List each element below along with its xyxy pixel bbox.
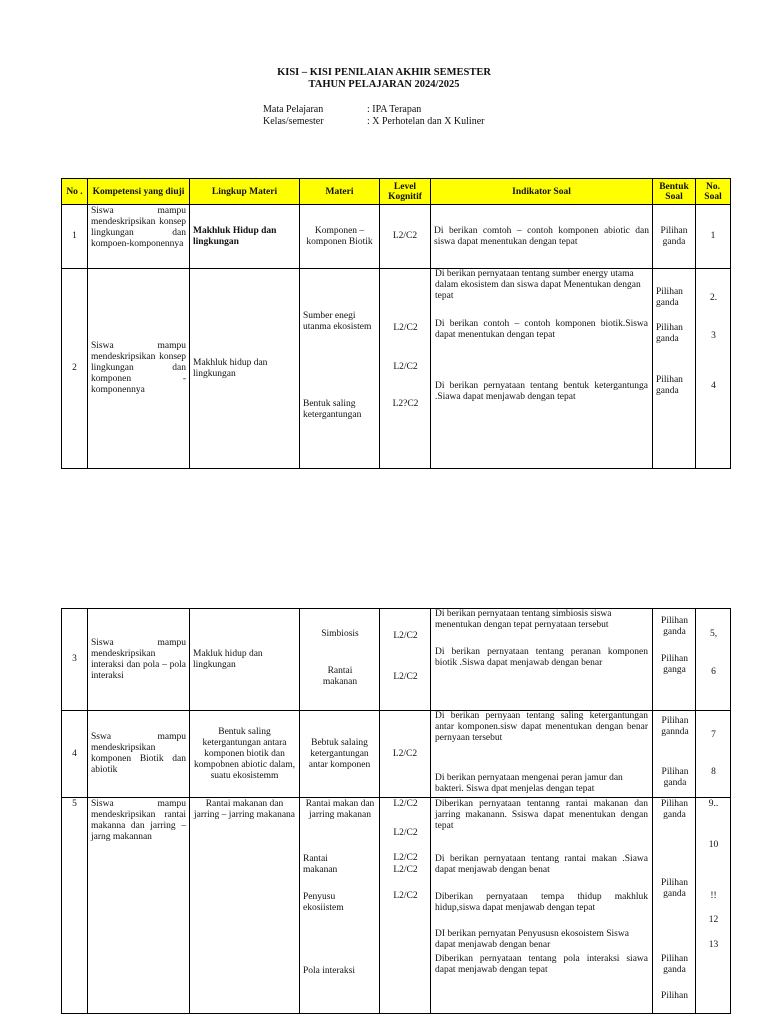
row4-no: 4	[62, 711, 88, 798]
document-title: KISI – KISI PENILAIAN AKHIR SEMESTER	[277, 67, 491, 78]
row2-bentuk-a: Pilihan ganda	[656, 287, 683, 308]
row5-kompetensi: Siswa mampu mendeskripsikan rantai makanna dan jarring – jarng makannan	[88, 798, 190, 1014]
row3-materi-b: Rantai makanan	[322, 666, 358, 687]
row3-bentuk	[653, 609, 696, 711]
row5-lingkup: Rantai makanan dan jarring – jarring makanana	[190, 798, 300, 1014]
row1-bentuk: Pilihan ganda	[653, 205, 696, 269]
row1-materi: Komponen – komponen Biotik	[300, 205, 380, 269]
row2-materi	[300, 269, 380, 469]
header-indikator: Indikator Soal	[431, 179, 653, 205]
row5-materi-d: Pola interaksi	[303, 966, 355, 976]
row3-indikator-b: Di berikan pernyataan tentang peranan komponen biotik .Siswa dapat menjawab dengan benar	[435, 647, 648, 668]
row4-bentuk	[653, 711, 696, 798]
table-row	[62, 798, 731, 1014]
row2-level-b: L2/C2	[393, 362, 418, 372]
mapel-line	[263, 104, 421, 116]
row2-level-a: L2/C2	[393, 323, 418, 333]
table-header-row	[62, 179, 731, 205]
row3-kompetensi: Siswa mampu mendeskripsikan interaksi dan pola – pola interaksi	[88, 609, 190, 711]
row5-level-a: L2/C2	[393, 799, 418, 809]
row5-nosoal-d: 12	[708, 915, 719, 925]
row2-lingkup: Makhluk hidup dan lingkungan	[190, 269, 300, 469]
document-subtitle: TAHUN PELAJARAN 2024/2025	[308, 79, 460, 90]
row4-lingkup: Bentuk saling ketergantungan antara komponen biotik dan kompobnen abiotic dalam, suatu ekosistemm	[190, 711, 300, 798]
row4-materi: Bebtuk salaing ketergantungan antar komponen	[300, 711, 380, 798]
kelas-line	[263, 116, 484, 128]
row5-nosoal-b: 10	[708, 840, 719, 850]
header-bentuk: Bentuk Soal	[653, 179, 696, 205]
row5-no: 5	[62, 798, 88, 1014]
row5-nosoal-c: !!	[710, 891, 717, 901]
row4-nosoal-a: 7	[711, 730, 716, 740]
row5-materi-c: Penyusu ekosiistem	[303, 892, 344, 913]
header-materi: Materi	[300, 179, 380, 205]
row5-bentuk-b: Pilihan ganda	[661, 878, 688, 899]
header-no: No .	[62, 179, 88, 205]
row4-level: L2/C2	[380, 711, 431, 798]
table-row	[62, 205, 731, 269]
row3-nosoal-b: 6	[711, 667, 716, 677]
row5-materi	[300, 798, 380, 1014]
row3-indikator-a: Di berikan pernyataan tentang simbiosis siswa menentukan dengan tepat pernyataan tersebut	[435, 609, 612, 630]
row5-indikator	[431, 798, 653, 1014]
row2-kompetensi: Siswa mampu mendeskripsikan konsep lingkungan dan komponen - komponennya	[88, 269, 190, 469]
row2-materi-b: Bentuk saling ketergantungan	[303, 399, 362, 420]
row3-materi	[300, 609, 380, 711]
row1-level: L2/C2	[380, 205, 431, 269]
header-level: Level Kognitif	[380, 179, 431, 205]
kelas-label: Kelas/semester	[263, 116, 324, 127]
table-row	[62, 711, 731, 798]
row1-no: 1	[62, 205, 88, 269]
row3-nosoal	[696, 609, 731, 711]
row5-level-b: L2/C2	[393, 828, 418, 838]
row2-indikator-a: Di berikan pernyataan tentang sumber energy utama dalam ekosistem dan siswa dapat Menentukan dengan tepat	[435, 269, 641, 301]
table-row	[62, 609, 731, 711]
row5-indikator-a: Diberikan pernyataan tentanng rantai makanan dan jarring makanann. Ssiswa dapat menentukan dengan tepat	[435, 799, 648, 831]
mapel-label: Mata Pelajaran	[263, 104, 324, 115]
row5-bentuk-a: Pilihan ganda	[661, 799, 688, 820]
row5-materi-b: Rantai makanan	[303, 854, 338, 875]
row5-bentuk-d: Pilihan	[661, 991, 688, 1001]
row4-nosoal	[696, 711, 731, 798]
row2-level-c: L2?C2	[392, 399, 419, 409]
row2-no: 2	[62, 269, 88, 469]
table-row	[62, 269, 731, 469]
row4-kompetensi: Sswa mampu mendeskripsikan komponen Biotik dan abiotik	[88, 711, 190, 798]
row4-bentuk-a: Pilihan gannda	[661, 716, 689, 737]
row2-indikator-b: Di berikan contoh – contoh komponen biotik.Siswa dapat menentukan dengan tepat	[435, 319, 648, 340]
header-lingkup: Lingkup Materi	[190, 179, 300, 205]
row5-level-d: L2/C2	[393, 865, 418, 875]
row3-materi-a: Simbiosis	[321, 629, 359, 639]
header-kompetensi: Kompetensi yang diuji	[88, 179, 190, 205]
row5-level-e: L2/C2	[393, 891, 418, 901]
row1-nosoal: 1	[696, 205, 731, 269]
row2-nosoal-b: 3	[711, 331, 716, 341]
row5-materi-a: Rantai makan dan jarring makanan	[305, 799, 375, 820]
row1-indikator: Di berikan comtoh – contoh komponen abiotic dan siswa dapat menentukan dengan tepat	[431, 205, 653, 269]
row4-indikator	[431, 711, 653, 798]
kisi-table-part2	[61, 608, 731, 1014]
row3-bentuk-a: Pilihan ganda	[661, 616, 688, 637]
row5-indikator-e: Diberikan pernyataan tentang pola interaksi siawa dapat menjawab dengan tepat	[435, 954, 648, 975]
row3-no: 3	[62, 609, 88, 711]
row4-bentuk-b: Pilihan ganda	[661, 767, 689, 788]
row4-indikator-a: Di berikan pernyaan tentang saling ketergantungan antar komponen.sisw dapat menentukan dengan benar pernyaan tersebut	[435, 711, 648, 743]
row1-kompetensi: Siswa mampu mendeskripsikan konsep lingkungan dan kompoen-komponennya	[88, 205, 190, 269]
row5-bentuk-c: Pilihan ganda	[661, 954, 688, 975]
row2-indikator	[431, 269, 653, 469]
row3-level-a: L2/C2	[393, 631, 418, 641]
row5-nosoal	[696, 798, 731, 1014]
row5-bentuk	[653, 798, 696, 1014]
row3-level-b: L2/C2	[393, 672, 418, 682]
row4-nosoal-b: 8	[711, 767, 716, 777]
row3-nosoal-a: 5,	[709, 629, 718, 639]
row4-indikator-b: Di berikan pernyataan mengenai peran jamur dan bakteri. Siswa dpat menjelas dengan tepat	[435, 773, 623, 794]
row5-level-c: L2/C2	[393, 853, 418, 863]
row2-indikator-c: Di berikan pernyataan tentang bentuk ketergantunga .Siawa dapat menjawab dengan tepat	[435, 381, 648, 402]
row3-indikator	[431, 609, 653, 711]
row2-level	[380, 269, 431, 469]
row5-nosoal-a: 9..	[708, 799, 719, 809]
row2-nosoal-a: 2.	[709, 293, 718, 303]
row2-bentuk-c: Pilihan ganda	[656, 375, 683, 396]
row2-bentuk-b: Pilihan ganda	[656, 323, 683, 344]
kisi-table-part1	[61, 178, 731, 469]
row3-lingkup: Makluk hidup dan lingkungan	[190, 609, 300, 711]
row1-lingkup: Makhluk Hidup dan lingkungan	[190, 205, 300, 269]
row2-nosoal	[696, 269, 731, 469]
kelas-value: : X Perhotelan dan X Kuliner	[367, 116, 485, 127]
row5-indikator-c: Diberikan pernyataan tempa thidup makhluk hidup,siswa dapat menjawab dengan tepat	[435, 892, 648, 913]
row5-nosoal-e: 13	[708, 940, 719, 950]
row5-indikator-d: DI berikan pernyatan Penyususn ekosoistem Siswa dapat menjawab dengan benar	[435, 929, 629, 950]
header-nosoal: No. Soal	[696, 179, 731, 205]
row2-bentuk	[653, 269, 696, 469]
row5-indikator-b: Di berikan pernyataan tentang rantai makan .Siawa dapat menjawab dengan benat	[435, 854, 648, 875]
row2-materi-a: Sumber enegi utanma ekosistem	[303, 311, 372, 332]
row2-nosoal-c: 4	[711, 381, 716, 391]
row5-level	[380, 798, 431, 1014]
row3-level	[380, 609, 431, 711]
row3-bentuk-b: Pilihan ganga	[661, 654, 688, 675]
mapel-value: : IPA Terapan	[367, 104, 422, 115]
